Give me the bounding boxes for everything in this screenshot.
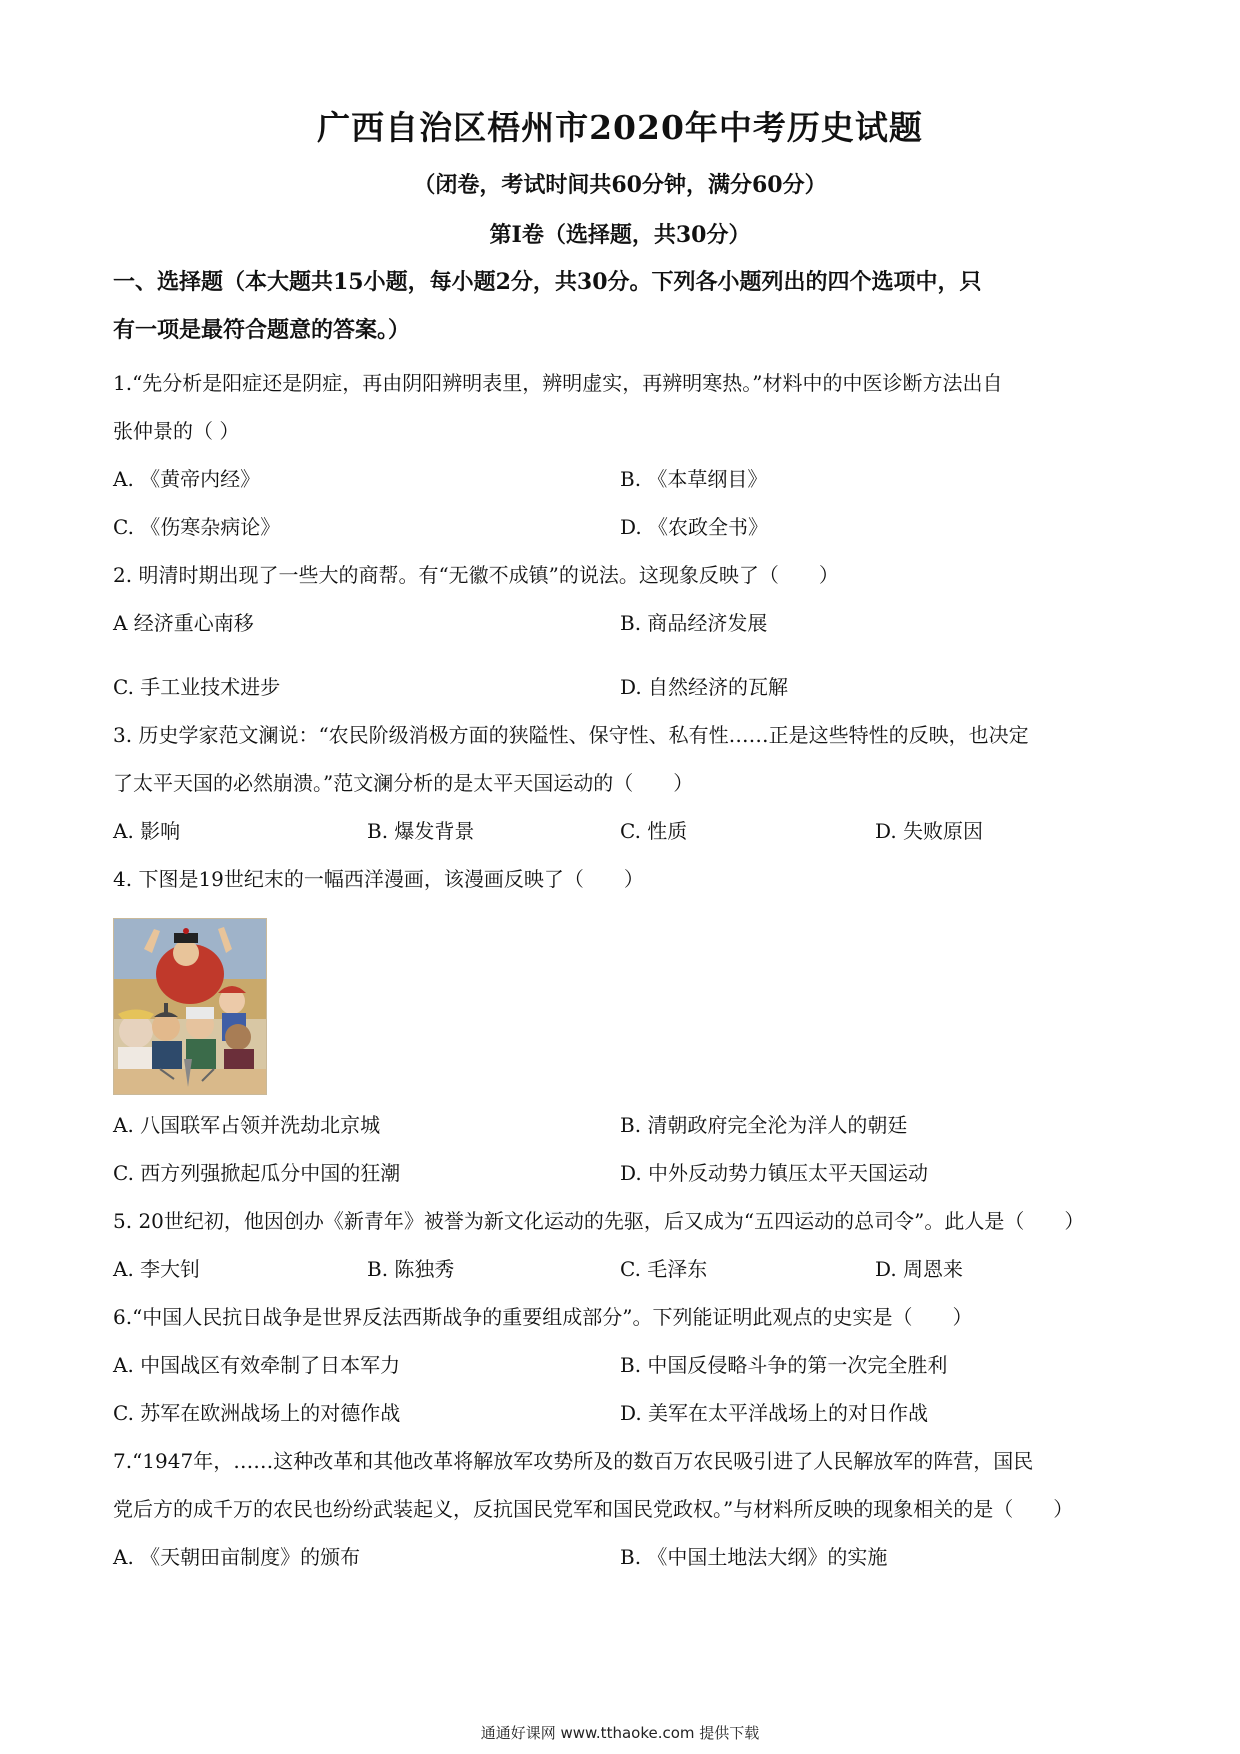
question-5-option-a: A. 李大钊	[113, 1257, 201, 1281]
question-5-line-1: 5. 20世纪初，他因创办《新青年》被誉为新文化运动的先驱，后又成为“五四运动的总司令”。此人是（ ）	[113, 1209, 1085, 1233]
section-title: 第Ⅰ卷（选择题，共30分）	[489, 222, 751, 248]
instructions-line-1: 一、选择题（本大题共15小题，每小题2分，共30分。下列各小题列出的四个选项中，只	[113, 269, 982, 295]
question-6-line-1: 6.“中国人民抗日战争是世界反法西斯战争的重要组成部分”。下列能证明此观点的史实是（ ）	[113, 1305, 973, 1329]
question-3-option-d: D. 失败原因	[875, 819, 984, 843]
exam-title: 广西自治区梧州市2020年中考历史试题	[317, 108, 923, 147]
question-5-option-c: C. 毛泽东	[620, 1257, 708, 1281]
question-1-line-1: 1.“先分析是阳症还是阴症，再由阴阳辨明表里，辨明虚实，再辨明寒热。”材料中的中医诊断方法出自	[113, 371, 1003, 395]
instructions-line-2: 有一项是最符合题意的答案。）	[113, 317, 411, 343]
question-1-option-b: B. 《本草纲目》	[620, 467, 768, 491]
question-2-line-1: 2. 明清时期出现了一些大的商帮。有“无徽不成镇”的说法。这现象反映了（ ）	[113, 563, 839, 587]
question-3-option-a: A. 影响	[113, 819, 181, 843]
question-1-line-2: 张仲景的（ ）	[113, 419, 240, 443]
question-4-option-a: A. 八国联军占领并洗劫北京城	[113, 1113, 381, 1137]
question-2-option-b: B. 商品经济发展	[620, 611, 768, 635]
cartoon-illustration	[114, 919, 266, 1094]
question-1-option-c: C. 《伤寒杂病论》	[113, 515, 281, 539]
question-1-option-a: A. 《黄帝内经》	[113, 467, 261, 491]
question-3-option-b: B. 爆发背景	[367, 819, 475, 843]
question-4-line-1: 4. 下图是19世纪末的一幅西洋漫画，该漫画反映了（ ）	[113, 867, 644, 891]
question-1-option-d: D. 《农政全书》	[620, 515, 769, 539]
question-2-option-a: A 经济重心南移	[113, 611, 254, 635]
question-3-option-c: C. 性质	[620, 819, 688, 843]
question-4-option-d: D. 中外反动势力镇压太平天国运动	[620, 1161, 929, 1185]
question-5-option-b: B. 陈独秀	[367, 1257, 455, 1281]
question-7-option-b: B. 《中国土地法大纲》的实施	[620, 1545, 888, 1569]
question-2-option-d: D. 自然经济的瓦解	[620, 675, 789, 699]
question-6-option-c: C. 苏军在欧洲战场上的对德作战	[113, 1401, 401, 1425]
exam-subtitle: （闭卷，考试时间共60分钟，满分60分）	[413, 172, 827, 198]
question-4-option-c: C. 西方列强掀起瓜分中国的狂潮	[113, 1161, 401, 1185]
question-7-option-a: A. 《天朝田亩制度》的颁布	[113, 1545, 361, 1569]
question-5-option-d: D. 周恩来	[875, 1257, 964, 1281]
question-6-option-a: A. 中国战区有效牵制了日本军力	[113, 1353, 401, 1377]
question-4-option-b: B. 清朝政府完全沦为洋人的朝廷	[620, 1113, 908, 1137]
question-7-line-1: 7.“1947年，……这种改革和其他改革将解放军攻势所及的数百万农民吸引进了人民解放军的阵营，国民	[113, 1449, 1034, 1473]
question-6-option-d: D. 美军在太平洋战场上的对日作战	[620, 1401, 929, 1425]
question-3-line-1: 3. 历史学家范文澜说：“农民阶级消极方面的狭隘性、保守性、私有性……正是这些特性的反映，也决定	[113, 723, 1029, 747]
western-cartoon-image	[113, 918, 267, 1095]
page-footer: 通通好课网 www.tthaoke.com 提供下载	[480, 1724, 760, 1742]
question-7-line-2: 党后方的成千万的农民也纷纷武装起义，反抗国民党军和国民党政权。”与材料所反映的现象相关的是（ ）	[113, 1497, 1074, 1521]
question-2-option-c: C. 手工业技术进步	[113, 675, 281, 699]
question-6-option-b: B. 中国反侵略斗争的第一次完全胜利	[620, 1353, 948, 1377]
question-3-line-2: 了太平天国的必然崩溃。”范文澜分析的是太平天国运动的（ ）	[113, 771, 694, 795]
